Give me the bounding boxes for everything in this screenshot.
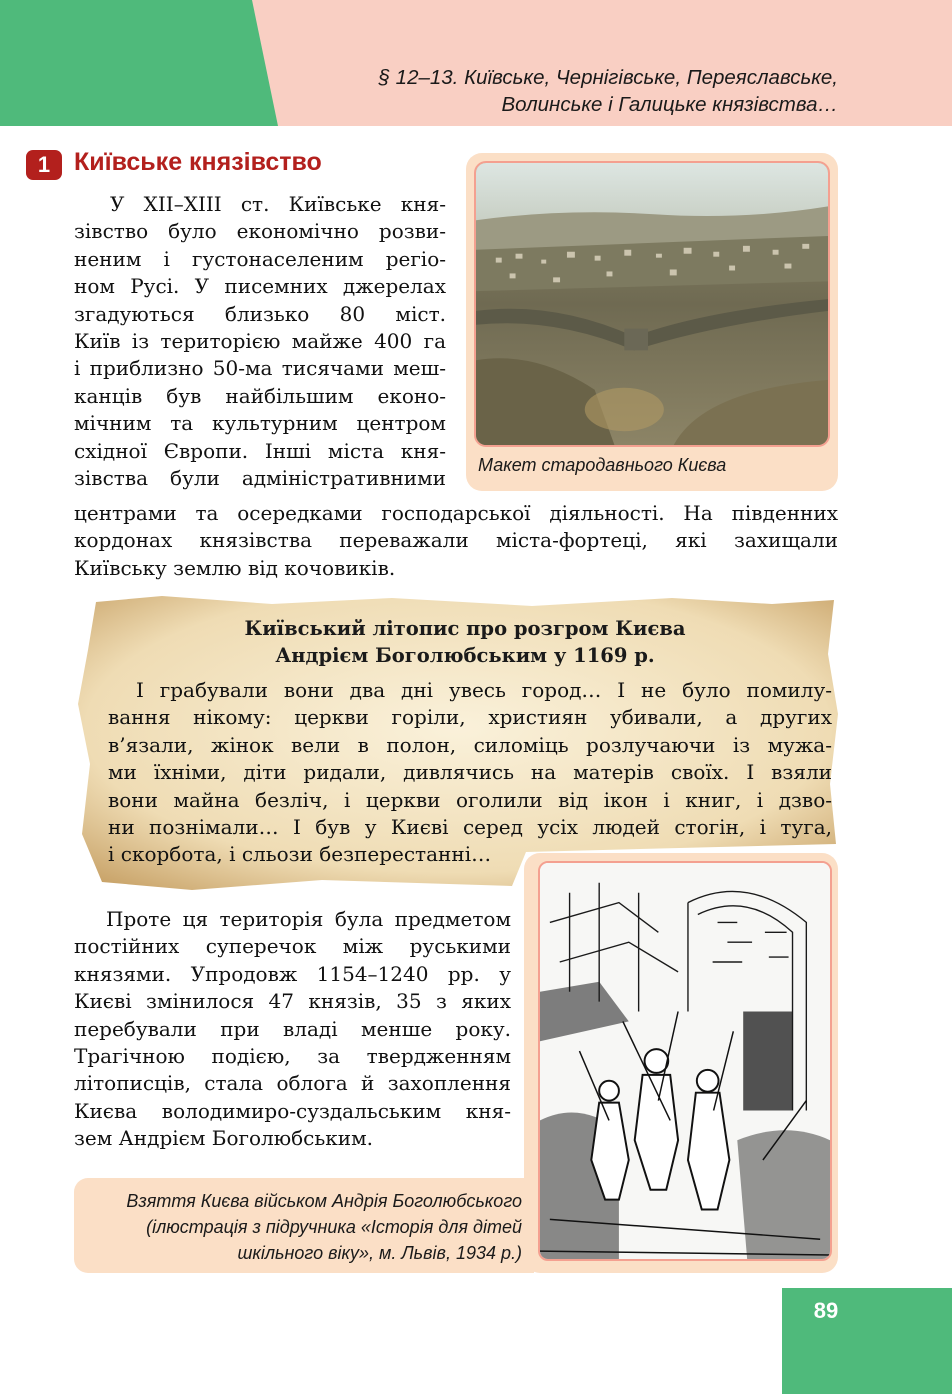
text-line: кордонах князівства переважали міста-фортеці, які захищали [74,528,838,553]
text-line: літописців, стала облога й захоплення [74,1071,511,1096]
text-line: постійних суперечок між руськими [74,934,511,959]
siege-illustration [538,861,832,1261]
text-line: центрами та осередками господарської діяльності. На південних [74,501,838,525]
caption-line: Взяття Києва військом Андрія Боголюбського [126,1191,522,1211]
text-line: зем Андрієм Боголюбським. [74,1126,374,1151]
text-line: неним і густонаселеним регіо- [74,246,446,271]
text-line: І грабували вони два дні увесь город… І не було помилу- [136,678,832,702]
text-line: канців був найбільшим еконо- [74,383,446,408]
text-line: східної Європи. Інші міста кня- [74,438,446,463]
text-line: У XII–XIII ст. Київське кня- [110,192,446,216]
figure-caption: Макет стародавнього Києва [478,455,727,475]
quote-title-line: Київський літопис про розгром Києва [244,617,686,640]
page-number: 89 [813,1298,839,1323]
text-line: зівство було економічно розви- [74,219,446,244]
text-line: і приблизно 50-ма тисячами меш- [74,356,446,381]
text-line: і скорбота, і сльози безперестанні… [108,842,492,867]
text-line: ни познімали… І був у Києві серед усіх людей стогін, і туга, [108,815,832,840]
paragraph-1-wide [74,500,838,582]
caption-line: шкільного віку», м. Львів, 1934 р.) [237,1243,522,1263]
text-line: Проте ця територія була предметом [106,907,511,931]
text-line: Київську землю від кочовиків. [74,555,396,580]
text-line: Київ із територією майже 400 га [74,329,446,354]
caption-line: (ілюстрація з підручника «Історія для дітей [146,1217,522,1237]
chapter-heading-line: Волинське і Галицьке князівства… [501,93,838,116]
text-line: Києва володимиро-суздальським кня- [74,1098,511,1123]
figure-kyiv-model [466,153,838,491]
section-number-badge: 1 [26,150,62,180]
text-line: мічним та культурним центром [74,411,446,436]
quote-title [150,615,780,669]
paragraph-2 [74,906,511,1153]
kyiv-model-photo [474,161,830,447]
text-line: Києві змінилося 47 князів, 35 з яких [74,989,511,1014]
text-line: Трагічною подією, за твердженням [74,1044,511,1069]
text-line: зівства були адміністративними [74,466,446,491]
section-title: Київське князівство [74,148,322,176]
text-line: згадуються близько 80 міст. [74,301,446,326]
text-line: ми їхніми, діти ридали, дивлячись на матерів своїх. І взяли [108,760,832,785]
figure-siege-of-kyiv [524,853,838,1273]
text-line: вони майна безліч, і церкви оголили від ікон і книг, і дзво- [108,787,832,812]
text-line: вання нікому: церкви горіли, християн убивали, а других [108,705,832,730]
quote-text [108,677,832,869]
text-line: в’язали, жінок вели в полон, силоміць розлучаючи із мужа- [108,732,832,757]
figure-caption [80,1188,522,1266]
text-line: перебували при владі менше року. [74,1016,511,1041]
paragraph-1-narrow [74,191,446,492]
text-line: князями. Упродовж 1154–1240 рр. у [74,961,511,986]
chapter-heading [278,64,838,118]
quote-title-line: Андрієм Боголюбським у 1169 р. [275,644,655,667]
chapter-heading-line: § 12–13. Київське, Чернігівське, Переяславське, [378,66,838,89]
text-line: ном Русі. У писемних джерелах [74,274,446,299]
